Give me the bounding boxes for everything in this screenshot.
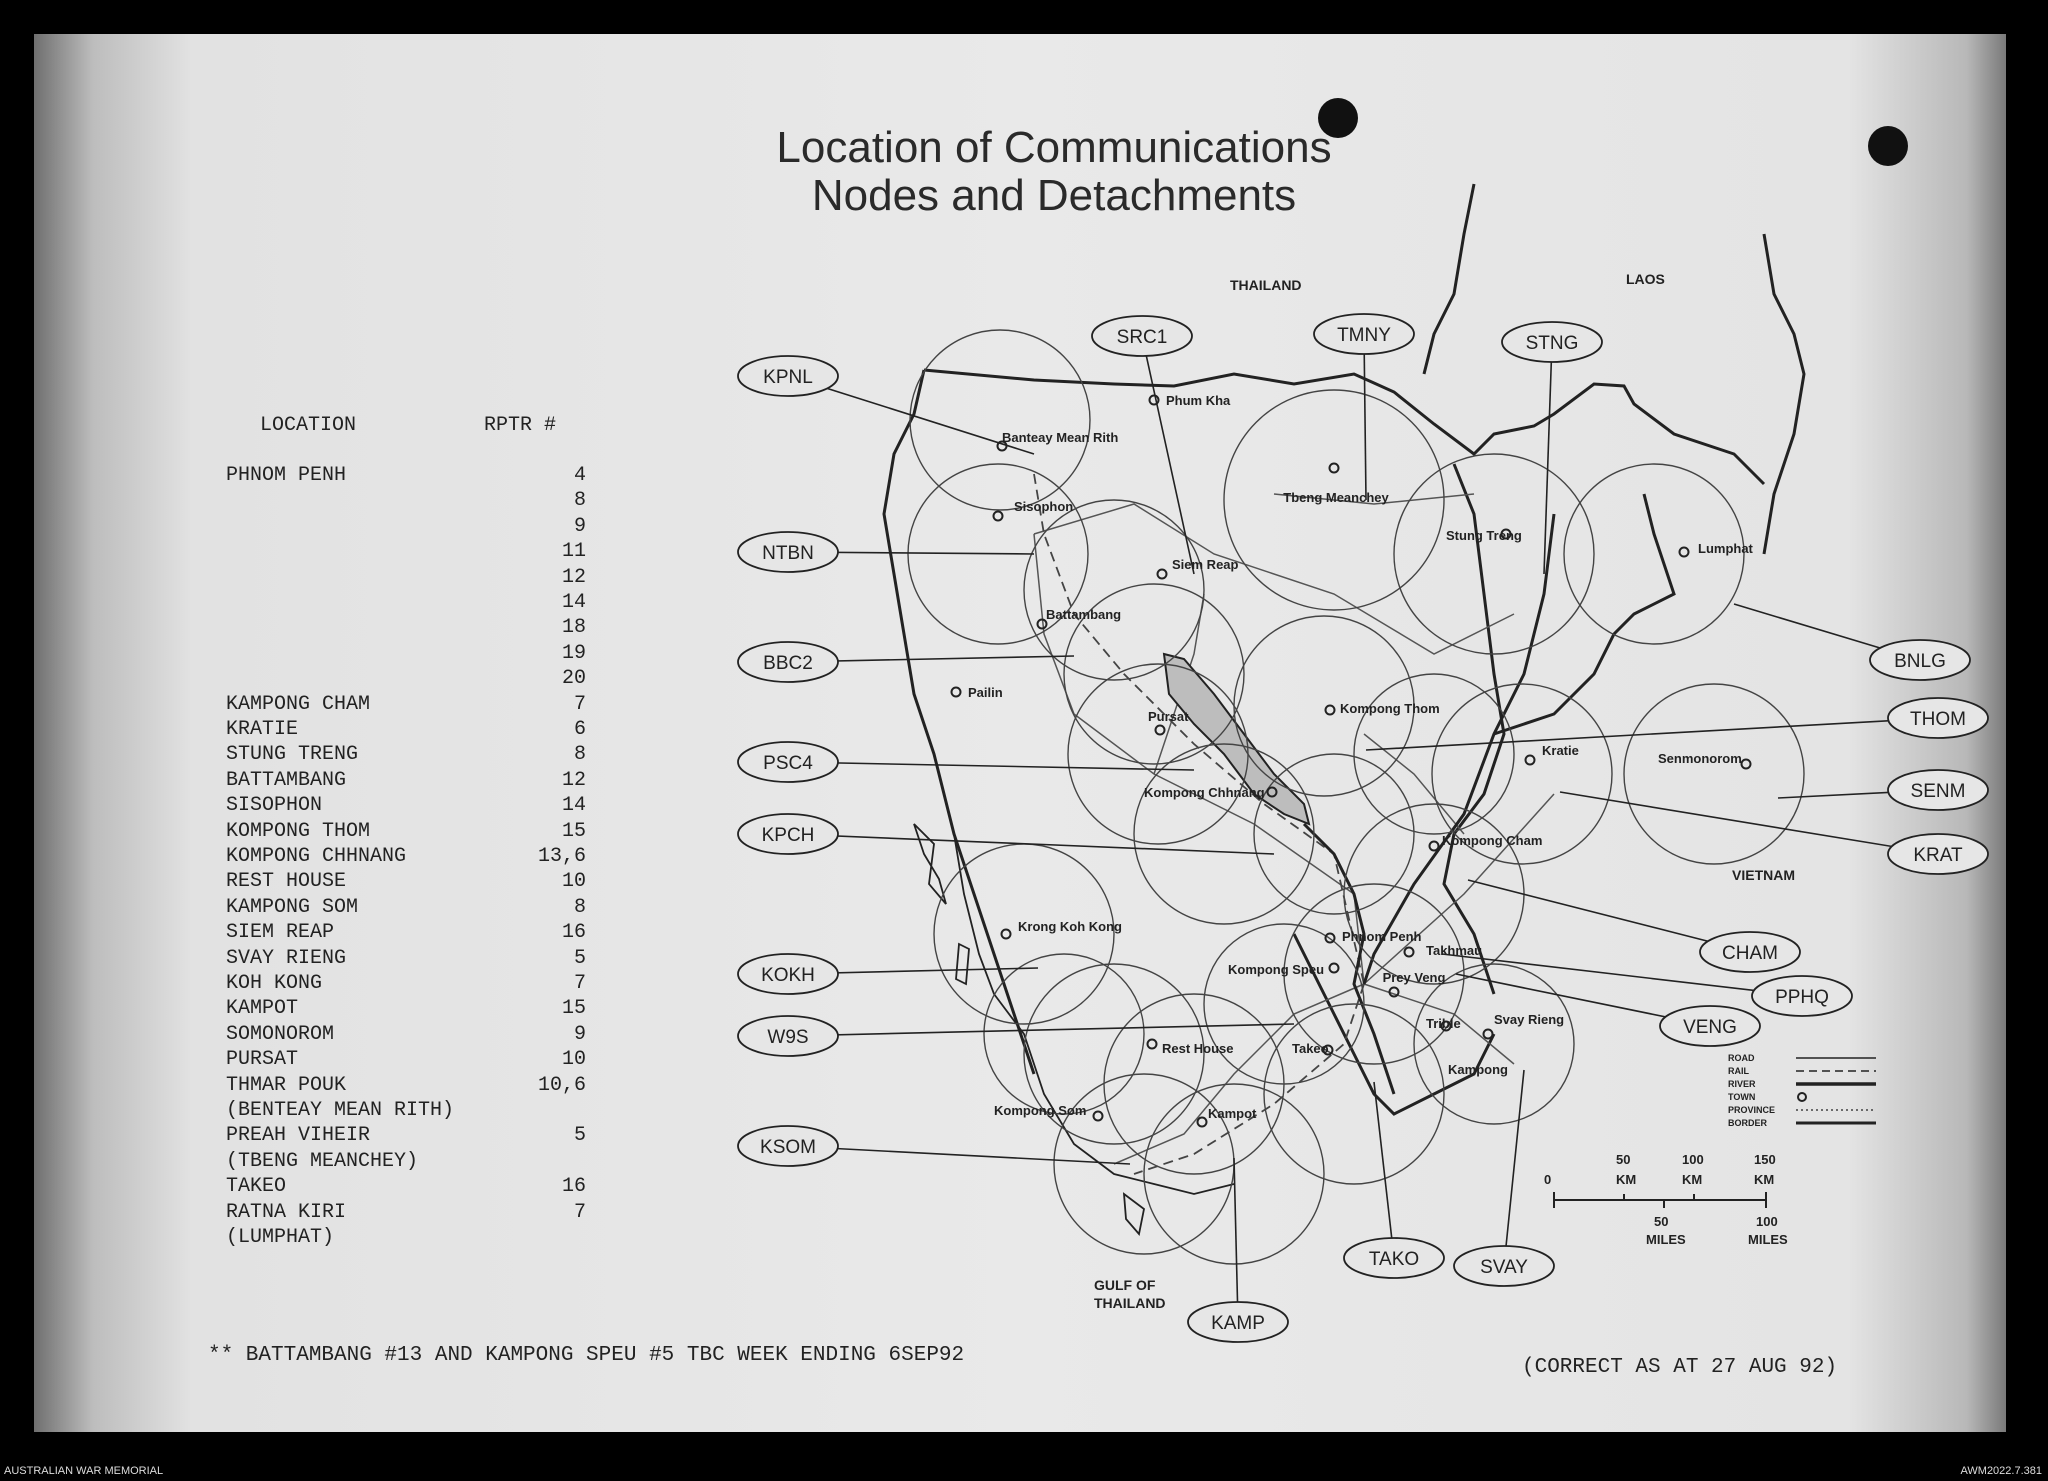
leader-line [788,1024,1294,1036]
row-rptr: 8 [573,489,586,513]
node-label: STNG [1525,333,1579,354]
town-marker [994,512,1003,521]
town-marker [1150,396,1159,405]
coverage-circle [1068,664,1248,844]
town-label: Takeo [1292,1041,1329,1056]
row-location: KAMPONG CHAM [226,692,371,716]
coverage-circle [1134,744,1314,924]
row-rptr: 6 [573,718,586,741]
scale-km-100: 100 [1682,1152,1704,1167]
town-marker [1326,706,1335,715]
row-rptr: 9 [573,514,586,538]
town-label: Rest House [1162,1041,1234,1056]
town-marker [1680,548,1689,557]
credit-left: AUSTRALIAN WAR MEMORIAL [4,1465,164,1477]
label-vietnam: VIETNAM [1732,867,1795,883]
legend-border-label: BORDER [1728,1118,1768,1128]
town-marker [1390,988,1399,997]
row-rptr: 8 [573,895,586,919]
legend-river-label: RIVER [1728,1079,1756,1089]
leader-line [788,762,1194,770]
town-label: Kompong Som [994,1103,1087,1118]
town-marker [1158,570,1167,579]
town-label: Kampong [1448,1062,1508,1077]
laos-thai-border [1424,184,1474,374]
row-rptr: 12 [561,768,586,792]
leader-line [1364,334,1366,500]
node-label: W9S [767,1027,809,1048]
row-rptr: 7 [573,692,586,716]
town-marker [952,688,961,697]
scale-mi-100: 100 [1756,1214,1778,1229]
scale-km-50: 50 [1616,1152,1631,1167]
node-label: BBC2 [763,653,813,674]
row-location: RATNA KIRI [226,1200,347,1224]
row-location: BATTAMBANG [226,768,347,792]
node-label: KPCH [761,825,815,846]
scale-km-150: 150 [1754,1152,1776,1167]
row-rptr: 5 [573,1124,586,1148]
southeast-border [1294,934,1494,1114]
town-label: Kampot [1208,1106,1257,1121]
row-location: SISOPHON [226,794,323,818]
row-rptr: 16 [561,921,586,945]
leader-line [788,1146,1130,1164]
node-labels [738,314,1988,1342]
cambodia-map [34,34,2006,1432]
leader-line [1142,336,1194,574]
town-label: Pailin [968,685,1003,700]
town-label: Phnom Penh [1342,929,1422,944]
town-label: Banteay Mean Rith [1002,430,1119,445]
node-label: KSOM [760,1137,816,1158]
row-location: KOMPONG THOM [226,819,371,843]
row-location: THMAR POUK [226,1073,347,1097]
leader-line [1560,792,1938,854]
correct-as-note: (CORRECT AS AT 27 AUG 92) [1522,1356,1838,1379]
row-location: (TBENG MEANCHEY) [226,1149,419,1173]
row-location: (LUMPHAT) [226,1226,335,1249]
row-location: REST HOUSE [226,870,347,894]
town-marker [1002,930,1011,939]
scale-mi-unit: MILES [1748,1232,1788,1247]
scale-mi-unit: MILES [1646,1232,1686,1247]
coverage-circle [1414,964,1574,1124]
row-rptr: 15 [561,997,586,1021]
town-marker [1405,948,1414,957]
town-marker [1330,464,1339,473]
row-rptr: 9 [573,1022,586,1046]
town-marker [1156,726,1165,735]
leader-line [1504,1070,1524,1266]
row-location: KOMPONG CHHNANG [226,845,407,868]
label-thailand: THAILAND [1230,277,1302,293]
node-label: NTBN [762,543,814,564]
node-label: VENG [1683,1017,1737,1038]
node-label: TMNY [1337,325,1391,346]
scale-km-0: 0 [1544,1172,1552,1187]
town-label: Lumphat [1698,541,1753,556]
row-rptr: 5 [573,946,586,970]
leader-line [1234,1158,1238,1322]
row-location: SVAY RIENG [226,946,347,970]
northern-border [924,370,1764,484]
row-rptr: 14 [561,591,586,614]
town-label: Krong Koh Kong [1018,919,1122,934]
row-rptr: 4 [573,464,586,487]
node-label: TAKO [1368,1249,1420,1270]
scale-bar [1544,1152,1788,1247]
node-label: KOKH [761,965,815,986]
label-gulf-of: GULF OF [1094,1277,1156,1293]
row-rptr: 8 [573,743,586,767]
legend-town-marker [1798,1093,1806,1101]
town-label: Kompong Thom [1340,701,1440,716]
town-label: Tbeng Meanchey [1283,490,1389,505]
town-label: Pursat [1148,709,1189,724]
node-label: CHAM [1722,943,1778,964]
row-rptr: 14 [561,794,586,818]
town-label: Takhmau [1426,943,1483,958]
coverage-circle [1204,924,1364,1084]
legend-province-label: PROVINCE [1728,1105,1776,1115]
town-marker [1484,1030,1493,1039]
town-label: Kratie [1542,743,1579,758]
row-location: PURSAT [226,1048,299,1072]
leader-line [1374,1082,1394,1258]
row-rptr: 10,6 [537,1073,586,1097]
scale-mi-50: 50 [1654,1214,1669,1229]
node-label: PSC4 [763,753,813,774]
legend-rail-label: RAIL [1728,1066,1749,1076]
row-location: KOH KONG [226,972,323,995]
row-location: (BENTEAY MEAN RITH) [226,1099,455,1122]
scale-km-unit: KM [1616,1172,1637,1187]
row-rptr: 10 [561,1048,586,1072]
town-label: Kompong Speu [1228,962,1325,977]
row-rptr: 18 [561,616,586,640]
row-location: SOMONOROM [226,1022,335,1046]
town-marker [1430,842,1439,851]
row-location: KRATIE [226,718,299,741]
row-location: SIEM REAP [226,921,335,945]
row-rptr: 7 [573,972,586,995]
town-label: Sisophon [1014,499,1074,514]
row-rptr: 15 [561,819,586,843]
scale-km-unit: KM [1754,1172,1775,1187]
node-label: KRAT [1913,845,1963,866]
town-marker [1330,964,1339,973]
coverage-circle [1104,994,1284,1174]
document-sheet [34,34,2006,1432]
legend-town-label: TOWN [1728,1092,1756,1102]
node-label: SVAY [1480,1257,1528,1278]
row-rptr: 13,6 [537,845,586,868]
node-label: PPHQ [1775,987,1829,1008]
row-location: PHNOM PENH [226,464,347,487]
town-label: Stung Treng [1446,528,1522,543]
town-marker [1198,1118,1207,1127]
row-rptr: 10 [561,870,586,894]
laos-vietnam-border [1764,234,1804,554]
header-location: LOCATION [260,414,357,437]
footnote: ** BATTAMBANG #13 AND KAMPONG SPEU #5 TBC WEEK ENDING 6SEP92 [208,1344,965,1367]
town-marker [1742,760,1751,769]
town-label: Kompong Chhnang [1144,785,1265,800]
label-laos: LAOS [1626,271,1665,287]
node-label: THOM [1910,709,1966,730]
leader-line [788,834,1274,854]
row-location: PREAH VIHEIR [226,1124,371,1148]
town-marker [1526,756,1535,765]
row-location: KAMPOT [226,997,299,1021]
node-label: KAMP [1211,1313,1265,1334]
row-location: TAKEO [226,1175,287,1199]
coverage-circle [1264,1004,1444,1184]
row-rptr: 16 [561,1175,586,1199]
town-label: Trible [1426,1016,1461,1031]
coverage-circles [908,330,1804,1264]
town-label: Siem Reap [1172,557,1239,572]
row-rptr: 19 [561,641,586,665]
label-gulf-thailand: THAILAND [1094,1295,1166,1311]
legend-road-label: ROAD [1728,1053,1755,1063]
title-line-2: Nodes and Detachments [811,171,1297,220]
town-label: Phum Kha [1166,393,1231,408]
row-rptr: 11 [561,540,586,564]
town-label: Battambang [1046,607,1122,622]
town-label: Kompong Cham [1442,833,1543,848]
leader-line [1366,718,1938,750]
node-label: SRC1 [1116,327,1168,348]
row-rptr: 20 [561,667,586,691]
credit-right: AWM2022.7.381 [1960,1465,2042,1477]
rail-line [1034,474,1364,1174]
row-location: KAMPONG SOM [226,895,359,919]
title-line-1: Location of Communications [776,123,1332,172]
town-label: Svay Rieng [1494,1012,1565,1027]
coverage-circle [910,330,1090,510]
coverage-circle [1624,684,1804,864]
node-label: SENM [1910,781,1966,802]
scale-km-unit: KM [1682,1172,1703,1187]
row-location: STUNG TRENG [226,743,359,767]
town-marker [1094,1112,1103,1121]
town-label: Prey Veng [1382,970,1446,985]
map-legend [1728,1053,1876,1128]
node-label: KPNL [763,367,813,388]
town-label: Senmonorom [1658,751,1742,766]
node-label: BNLG [1894,651,1946,672]
row-rptr: 12 [561,565,586,589]
town-marker [1148,1040,1157,1049]
header-rptr: RPTR # [484,414,557,437]
row-rptr: 7 [573,1200,586,1224]
